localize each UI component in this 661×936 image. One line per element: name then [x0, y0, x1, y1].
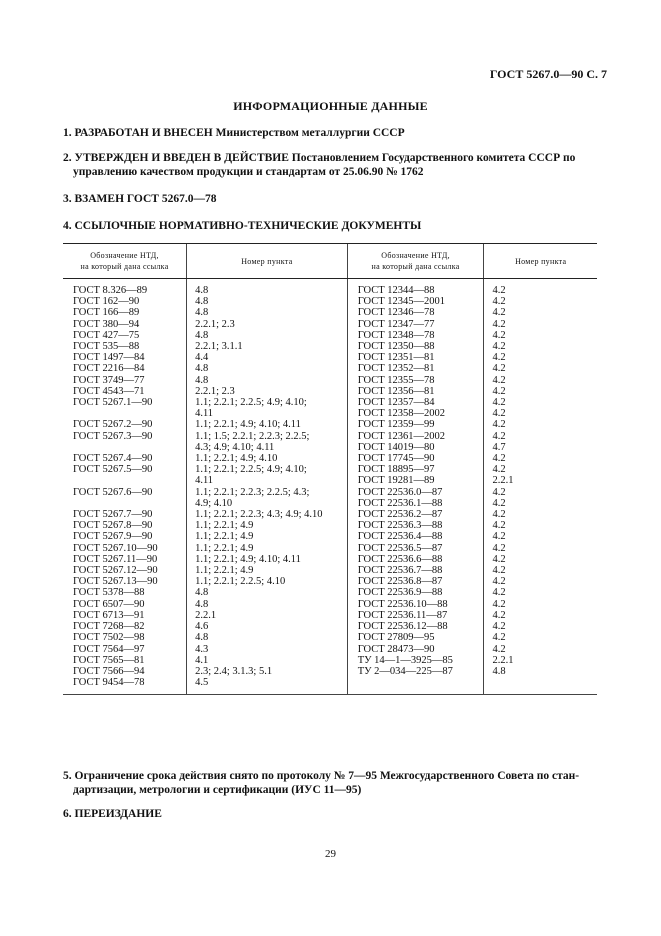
item-number: 4.1	[195, 654, 209, 666]
doc-designation: ГОСТ 22536.4—88	[357, 531, 443, 543]
item-number: 4.2	[492, 285, 506, 296]
item-number: 4.11	[195, 475, 214, 487]
doc-designation	[73, 442, 186, 453]
item-number: 4.6	[195, 621, 209, 633]
doc-designation: ГОСТ 12361—2002	[357, 430, 446, 442]
doc-designation: ГОСТ 22536.0—87	[357, 486, 443, 498]
item-number: 4.8	[195, 363, 209, 375]
item-number: 4.8	[195, 374, 209, 386]
item-number: 1.1; 2.2.1; 4.9	[195, 531, 254, 543]
section-6	[63, 807, 603, 821]
doc-designation: ГОСТ 19281—89	[357, 475, 435, 487]
item-number: 4.3; 4.9; 4.10; 4.11	[195, 441, 275, 453]
table-body-row	[63, 279, 597, 695]
item-number: 4.8	[195, 587, 209, 599]
item-number: 2.2.1	[195, 609, 217, 621]
item-number: 2.3; 2.4; 3.1.3; 5.1	[195, 665, 273, 677]
item-number: 4.2	[492, 565, 506, 577]
header-item-left: Номер пункта	[187, 244, 348, 279]
section-2-heading: 2. УТВЕРЖДЕН И ВВЕДЕН В ДЕЙСТВИЕ	[63, 152, 289, 164]
section-1-heading: 1. РАЗРАБОТАН И ВНЕСЕН	[63, 127, 213, 139]
item-number: 4.2	[492, 531, 506, 543]
doc-designation: ГОСТ 162—90	[73, 296, 140, 308]
doc-designation: ГОСТ 5267.4—90	[73, 453, 153, 465]
item-number: 1.1; 2.2.1; 4.9; 4.10	[195, 453, 278, 465]
section-3	[63, 192, 603, 206]
item-number: 1.1; 2.2.1; 4.9	[195, 542, 254, 554]
doc-designation: ГОСТ 22536.9—88	[357, 587, 443, 599]
item-number: 1.1; 2.2.1; 4.9; 4.10; 4.11	[195, 419, 301, 431]
doc-designation: ГОСТ 22536.7—88	[357, 565, 443, 577]
doc-designation: ГОСТ 17745—90	[357, 453, 435, 465]
doc-designation: ГОСТ 28473—90	[357, 643, 435, 655]
table-header-row	[63, 244, 597, 279]
doc-designation: ГОСТ 427—75	[73, 329, 140, 341]
doc-designation: ГОСТ 7564—97	[73, 643, 145, 655]
item-number: 2.2.1; 2.3	[195, 385, 235, 397]
item-number: 4.2	[492, 643, 506, 655]
doc-designation: ТУ 14—1—3925—85	[357, 654, 453, 666]
doc-designation: ГОСТ 12345—2001	[357, 296, 446, 308]
item-number: 4.3	[195, 643, 209, 655]
doc-designation: ГОСТ 22536.3—88	[357, 520, 443, 532]
item-number: 4.11	[195, 408, 214, 420]
item-number: 4.8	[195, 307, 209, 319]
references-table	[63, 243, 597, 695]
doc-designation: ГОСТ 5267.1—90	[73, 397, 153, 409]
item-number: 4.8	[492, 665, 506, 677]
doc-designation: ГОСТ 27809—95	[357, 632, 435, 644]
item-number: 4.2	[492, 576, 506, 588]
item-number: 4.2	[492, 329, 506, 341]
item-number: 4.2	[492, 598, 506, 610]
section-2-line2: управлению качеством продукции и стандартам от 25.06.90 № 1762	[73, 166, 424, 178]
doc-designation: ГОСТ 5267.13—90	[73, 576, 158, 588]
section-5-line1: 5. Ограничение срока действия снято по протоколу № 7—95 Межгосударственного Совета по стан-	[63, 770, 580, 782]
doc-designation: ГОСТ 5267.11—90	[73, 553, 158, 565]
doc-designation: ГОСТ 5267.3—90	[73, 430, 153, 442]
item-number: 4.8	[195, 285, 209, 296]
item-number: 1.1; 2.2.1; 2.2.5; 4.9; 4.10;	[195, 464, 307, 476]
doc-designation: ГОСТ 12358—2002	[357, 408, 446, 420]
doc-designation: ГОСТ 5267.6—90	[73, 486, 153, 498]
item-number: 4.2	[492, 352, 506, 364]
doc-designation: ГОСТ 12351—81	[357, 352, 435, 364]
section-4-text: 4. ССЫЛОЧНЫЕ НОРМАТИВНО-ТЕХНИЧЕСКИЕ ДОКУМЕНТЫ	[63, 220, 422, 232]
item-number: 4.2	[492, 632, 506, 644]
doc-designation: ГОСТ 5267.9—90	[73, 531, 153, 543]
doc-designation: ГОСТ 22536.6—88	[357, 553, 443, 565]
doc-designation: ГОСТ 5267.10—90	[73, 542, 158, 554]
item-number: 4.2	[492, 497, 506, 509]
doc-designation: ГОСТ 5378—88	[73, 587, 145, 599]
doc-designation: ГОСТ 5267.2—90	[73, 419, 153, 431]
doc-designation: ГОСТ 1497—84	[73, 352, 145, 364]
header-doc-right: Обозначение НТД, на который дана ссылка	[347, 244, 484, 279]
item-number: 1.1; 2.2.1; 4.9	[195, 520, 254, 532]
item-number: 1.1; 2.2.1; 2.2.3; 4.3; 4.9; 4.10	[195, 509, 323, 521]
section-3-text: 3. ВЗАМЕН ГОСТ 5267.0—78	[63, 193, 217, 205]
header-item-right: Номер пункта	[484, 244, 597, 279]
section-1-text: Министерством металлургии СССР	[212, 127, 405, 139]
doc-designation: ГОСТ 5267.7—90	[73, 509, 153, 521]
doc-designation: ГОСТ 166—89	[73, 307, 140, 319]
right-items-column	[484, 279, 597, 695]
doc-designation: ГОСТ 12357—84	[357, 397, 435, 409]
doc-designation: ГОСТ 22536.8—87	[357, 576, 443, 588]
section-2	[63, 151, 603, 179]
item-number: 1.1; 2.2.1; 4.9; 4.10; 4.11	[195, 553, 301, 565]
doc-designation	[73, 408, 186, 419]
doc-designation: ГОСТ 7502—98	[73, 632, 145, 644]
item-number: 4.8	[195, 632, 209, 644]
item-number: 1.1; 2.2.1; 4.9	[195, 565, 254, 577]
item-number: 4.2	[492, 509, 506, 521]
left-items-column	[187, 279, 348, 695]
item-number: 4.2	[492, 318, 506, 330]
item-number: 1.1; 2.2.1; 2.2.5; 4.9; 4.10;	[195, 397, 307, 409]
item-number: 2.2.1	[492, 475, 514, 487]
doc-designation: ГОСТ 22536.10—88	[357, 598, 448, 610]
section-1	[63, 126, 603, 140]
item-number: 4.2	[492, 419, 506, 431]
doc-designation: ГОСТ 7566—94	[73, 665, 145, 677]
doc-designation: ГОСТ 5267.8—90	[73, 520, 153, 532]
doc-designation: ГОСТ 12346—78	[357, 307, 435, 319]
doc-designation: ГОСТ 12359—99	[357, 419, 435, 431]
header-doc-left: Обозначение НТД, на который дана ссылка	[63, 244, 187, 279]
item-number: 4.2	[492, 464, 506, 476]
right-docs-column	[347, 279, 484, 695]
item-number: 4.2	[492, 453, 506, 465]
doc-designation: ГОСТ 5267.12—90	[73, 565, 158, 577]
item-number: 4.2	[492, 397, 506, 409]
doc-designation: ГОСТ 12356—81	[357, 385, 435, 397]
item-number: 4.8	[195, 329, 209, 341]
section-title: ИНФОРМАЦИОННЫЕ ДАННЫЕ	[233, 99, 428, 113]
item-number: 1.1; 1.5; 2.2.1; 2.2.3; 2.2.5;	[195, 430, 310, 442]
item-number: 4.8	[195, 598, 209, 610]
doc-designation: ГОСТ 22536.12—88	[357, 621, 448, 633]
doc-designation: ГОСТ 3749—77	[73, 374, 145, 386]
doc-designation: ГОСТ 22536.5—87	[357, 542, 443, 554]
page-header: ГОСТ 5267.0—90 С. 7	[489, 67, 607, 81]
doc-designation: ГОСТ 12355—78	[357, 374, 435, 386]
doc-designation: ТУ 2—034—225—87	[357, 665, 453, 677]
item-number: 4.2	[492, 341, 506, 353]
item-number: 1.1; 2.2.1; 2.2.3; 2.2.5; 4.3;	[195, 486, 310, 498]
left-docs-column	[63, 279, 187, 695]
doc-designation: ГОСТ 4543—71	[73, 385, 145, 397]
doc-designation: ГОСТ 9454—78	[73, 677, 145, 689]
section-5-line2: дартизации, метрологии и сертификации (ИУС 11—95)	[73, 784, 362, 796]
doc-designation: ГОСТ 2216—84	[73, 363, 145, 375]
item-number: 4.2	[492, 296, 506, 308]
doc-designation: ГОСТ 12344—88	[357, 285, 435, 296]
doc-designation: ГОСТ 12350—88	[357, 341, 435, 353]
item-number: 4.2	[492, 553, 506, 565]
doc-designation: ГОСТ 22536.2—87	[357, 509, 443, 521]
section-2-line1: Постановлением Государственного комитета СССР по	[288, 152, 576, 164]
item-number: 2.2.1; 3.1.1	[195, 341, 243, 353]
doc-designation: ГОСТ 6713—91	[73, 609, 145, 621]
page-number: 29	[325, 848, 336, 860]
doc-designation: ГОСТ 22536.1—88	[357, 497, 443, 509]
item-number: 4.8	[195, 296, 209, 308]
item-number: 2.2.1; 2.3	[195, 318, 235, 330]
doc-designation: ГОСТ 12352—81	[357, 363, 435, 375]
doc-designation: ГОСТ 14019—80	[357, 441, 435, 453]
doc-designation: ГОСТ 12348—78	[357, 329, 435, 341]
doc-designation: ГОСТ 6507—90	[73, 598, 145, 610]
doc-designation	[73, 475, 186, 486]
doc-designation: ГОСТ 380—94	[73, 318, 140, 330]
item-number: 4.2	[492, 374, 506, 386]
section-5	[63, 769, 603, 797]
item-number: 4.2	[492, 430, 506, 442]
item-number: 4.2	[492, 542, 506, 554]
doc-designation: ГОСТ 22536.11—87	[357, 609, 448, 621]
item-number: 4.2	[492, 385, 506, 397]
item-number: 4.2	[492, 621, 506, 633]
item-number: 4.2	[492, 363, 506, 375]
item-number: 4.2	[492, 408, 506, 420]
item-number: 4.5	[195, 677, 209, 689]
item-number: 4.2	[492, 307, 506, 319]
item-number: 4.7	[492, 441, 506, 453]
item-number: 2.2.1	[492, 654, 514, 666]
item-number: 4.4	[195, 352, 209, 364]
section-4	[63, 219, 603, 233]
section-6-text: 6. ПЕРЕИЗДАНИЕ	[63, 808, 162, 820]
item-number: 4.2	[492, 587, 506, 599]
doc-designation: ГОСТ 7565—81	[73, 654, 145, 666]
item-number: 4.9; 4.10	[195, 497, 233, 509]
item-number: 4.2	[492, 609, 506, 621]
doc-designation: ГОСТ 535—88	[73, 341, 140, 353]
item-number: 1.1; 2.2.1; 2.2.5; 4.10	[195, 576, 286, 588]
doc-designation: ГОСТ 7268—82	[73, 621, 145, 633]
doc-designation	[73, 498, 186, 509]
doc-designation: ГОСТ 12347—77	[357, 318, 435, 330]
doc-designation: ГОСТ 8.326—89	[73, 285, 148, 296]
item-number: 4.2	[492, 520, 506, 532]
doc-designation: ГОСТ 5267.5—90	[73, 464, 153, 476]
item-number: 4.2	[492, 486, 506, 498]
doc-designation: ГОСТ 18895—97	[357, 464, 435, 476]
